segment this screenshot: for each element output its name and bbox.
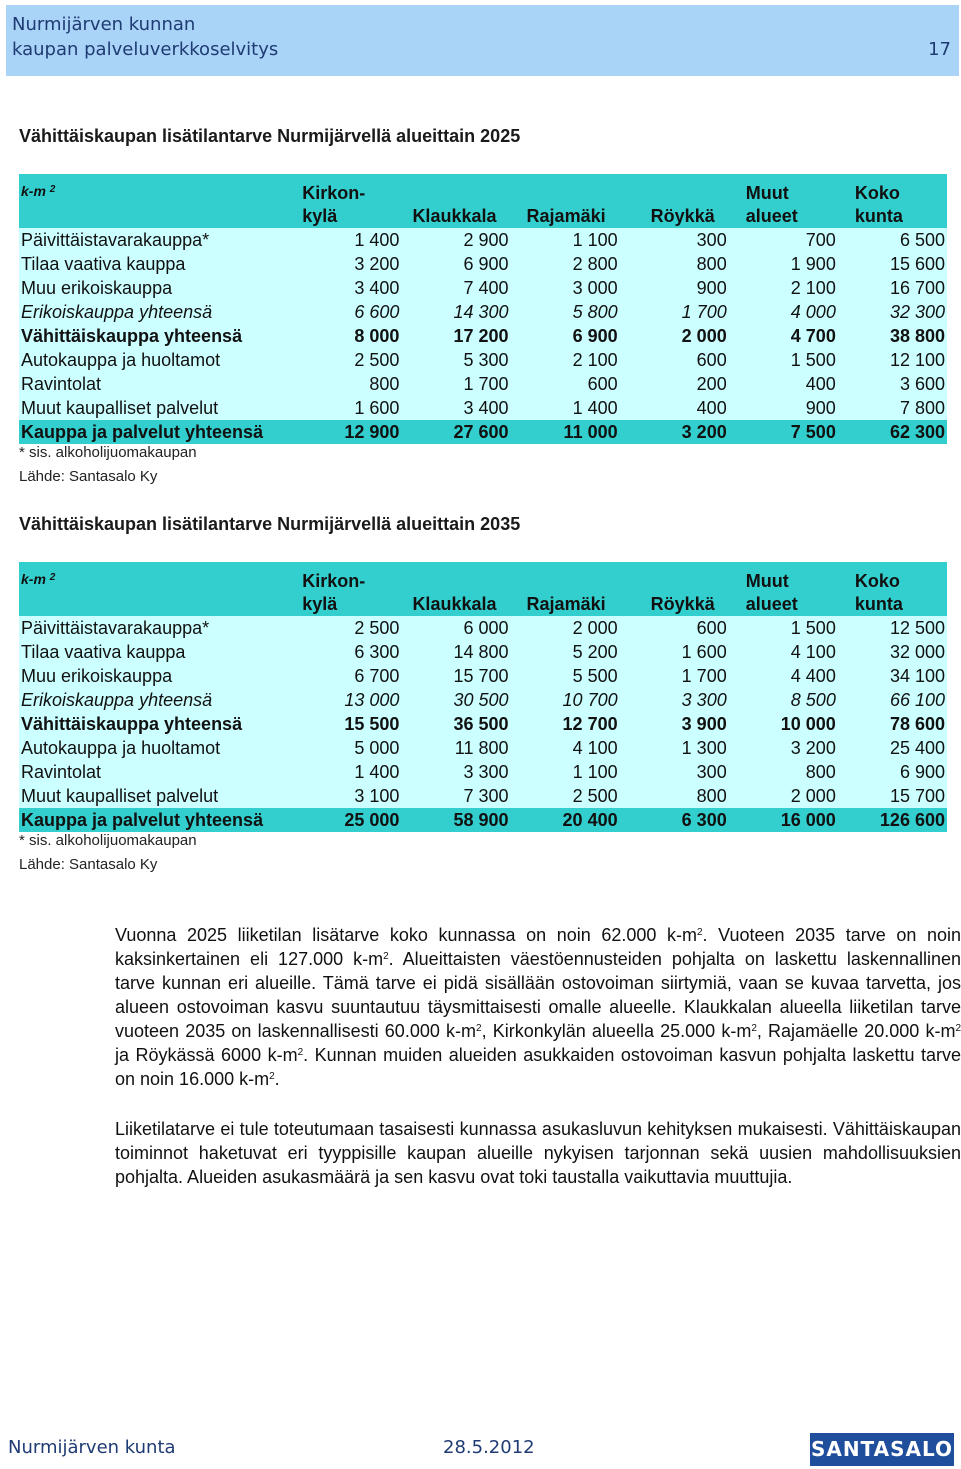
header-title-line1: Nurmijärven kunnan [12,14,196,35]
superscript: 2 [751,1023,757,1034]
table-cell: 15 500 [292,712,401,736]
column-header-line1: Muut [745,571,789,591]
table-cell: 6 500 [838,228,947,252]
row-label: Kauppa ja palvelut yhteensä [19,808,292,832]
table-row [19,712,947,736]
paragraph-text: . Alueittaisten väestöennusteiden pohjalta on laskettu laskennallinen tarve kunnan eri alueille. Tämä tarve ei pidä sisällään ostovoiman siirtymiä, vaan se kuvaa tarvetta, jos alueen ostovoiman kasvu suuntautuu täysmittaisesti omalle alueelle. Klaukkalan alueella liiketilan tarve vuoteen 2035 on laskennallisesti 60.000 k-m [115,949,961,1041]
row-label: Vähittäiskauppa yhteensä [19,712,292,736]
column-header [292,562,401,616]
superscript: 2 [269,1071,275,1082]
row-label: Muu erikoiskauppa [19,276,292,300]
table-row [19,324,947,348]
table-cell: 6 300 [292,640,401,664]
paragraph-text: . Kunnan muiden alueiden asukkaiden ostovoiman kasvun pohjalta laskettu tarve on noin 16.000 k-m [115,1045,961,1089]
superscript: 2 [955,1023,961,1034]
column-header [729,174,838,228]
column-header [620,562,729,616]
column-header-line2: alueet [745,594,798,614]
table-cell: 7 400 [401,276,510,300]
column-header-line2: Röykkä [650,594,715,614]
column-header-line1: Koko [854,183,900,203]
column-header-line1: Kirkon- [302,183,366,203]
table-cell: 2 500 [292,348,401,372]
paragraph-text: , Rajamäelle 20.000 k-m [756,1021,956,1041]
superscript: 2 [297,1047,304,1058]
table-cell: 4 000 [729,300,838,324]
column-header-line2: kunta [854,206,903,226]
table-cell: 12 100 [838,348,947,372]
table-cell: 3 200 [620,420,729,444]
table-cell: 3 100 [292,784,401,808]
paragraph-text: Vuonna 2025 liiketilan lisätarve koko kunnassa on noin 62.000 k-m [115,925,697,945]
table-cell: 5 000 [292,736,401,760]
table-cell: 10 700 [511,688,620,712]
table-cell: 4 100 [729,640,838,664]
table-cell: 2 000 [620,324,729,348]
column-header [838,562,947,616]
paragraph-text: , Kirkonkylän alueella 25.000 k-m [481,1021,752,1041]
table-cell: 15 700 [838,784,947,808]
table-cell: 32 000 [838,640,947,664]
table-cell: 6 300 [620,808,729,832]
column-header-line1: Kirkon- [302,571,366,591]
table-row [19,420,947,444]
row-label: Erikoiskauppa yhteensä [19,300,292,324]
row-label: Vähittäiskauppa yhteensä [19,324,292,348]
row-label: Tilaa vaativa kauppa [19,640,292,664]
table-cell: 1 100 [511,760,620,784]
table-cell: 6 900 [511,324,620,348]
table-cell: 11 800 [401,736,510,760]
table-cell: 800 [729,760,838,784]
table-cell: 3 600 [838,372,947,396]
column-header [511,562,620,616]
superscript: 2 [476,1023,482,1034]
table-cell: 5 500 [511,664,620,688]
table-row [19,228,947,252]
table-cell: 3 200 [729,736,838,760]
table-cell: 25 000 [292,808,401,832]
table-cell: 6 700 [292,664,401,688]
table-cell: 78 600 [838,712,947,736]
table-row [19,396,947,420]
row-label: Muut kaupalliset palvelut [19,784,292,808]
table-cell: 8 000 [292,324,401,348]
row-label: Kauppa ja palvelut yhteensä [19,420,292,444]
column-header [292,174,401,228]
row-label: Muu erikoiskauppa [19,664,292,688]
row-label: Erikoiskauppa yhteensä [19,688,292,712]
table-cell: 4 100 [511,736,620,760]
unit-label [19,174,292,228]
table-cell: 32 300 [838,300,947,324]
column-header-line1: Muut [745,183,789,203]
table-cell: 1 700 [620,664,729,688]
table-cell: 2 500 [292,616,401,640]
column-header [401,562,510,616]
table-cell: 17 200 [401,324,510,348]
column-header [729,562,838,616]
table-cell: 5 300 [401,348,510,372]
table-cell: 6 900 [838,760,947,784]
table-cell: 16 700 [838,276,947,300]
footer-date: 28.5.2012 [443,1437,535,1458]
table-row [19,736,947,760]
table-header-row [19,174,947,228]
superscript: 2 [696,927,703,938]
table-cell: 2 500 [511,784,620,808]
unit-text: k-m [21,183,46,199]
table-cell: 6 600 [292,300,401,324]
table-cell: 1 600 [620,640,729,664]
table-cell: 58 900 [401,808,510,832]
table-row [19,252,947,276]
table-cell: 15 600 [838,252,947,276]
column-header-line2: kylä [302,206,338,226]
table-cell: 12 500 [838,616,947,640]
table-cell: 3 000 [511,276,620,300]
table-cell: 2 100 [729,276,838,300]
table-cell: 3 200 [292,252,401,276]
paragraph-text: Liiketilatarve ei tule toteutumaan tasaisesti kunnassa asukasluvun kehityksen mukaisesti. Vähittäiskaupan toiminnot haketuvat eri tyyppisille kaupan alueille nykyisen tarjonnan sekä uusien mahdollisuuksien pohjalta. Alueiden asukasmäärä ja sen kasvu ovat toki taustalla vaikuttavia muuttujia. [115,1119,961,1187]
table-source: Lähde: Santasalo Ky [19,468,158,485]
column-header-line2: alueet [745,206,798,226]
table-row [19,372,947,396]
table-cell: 800 [292,372,401,396]
table-cell: 300 [620,228,729,252]
table-cell: 1 900 [729,252,838,276]
header-title-line2: kaupan palveluverkkoselvitys [12,39,279,60]
footer-organization: Nurmijärven kunta [8,1437,176,1458]
table-cell: 13 000 [292,688,401,712]
page-number: 17 [928,39,951,60]
table-row [19,276,947,300]
column-header-line2: Klaukkala [412,594,497,614]
table-cell: 1 300 [620,736,729,760]
table-cell: 11 000 [511,420,620,444]
table-row [19,688,947,712]
table-cell: 900 [620,276,729,300]
superscript: 2 [383,951,389,962]
table-cell: 1 400 [292,760,401,784]
row-label: Päivittäistavarakauppa* [19,228,292,252]
table-row [19,640,947,664]
table-cell: 20 400 [511,808,620,832]
row-label: Ravintolat [19,372,292,396]
table-cell: 600 [511,372,620,396]
table-cell: 800 [620,252,729,276]
column-header-line1: Koko [854,571,900,591]
column-header-line2: Rajamäki [526,206,606,226]
table-cell: 12 900 [292,420,401,444]
table-cell: 7 500 [729,420,838,444]
table-cell: 400 [620,396,729,420]
table-cell: 3 900 [620,712,729,736]
table-caption-2035: Vähittäiskaupan lisätilantarve Nurmijärvellä alueittain 2035 [19,514,521,534]
table-cell: 36 500 [401,712,510,736]
table-cell: 1 500 [729,348,838,372]
column-header [620,174,729,228]
table-cell: 6 900 [401,252,510,276]
table-row [19,808,947,832]
table-cell: 27 600 [401,420,510,444]
table-cell: 66 100 [838,688,947,712]
santasalo-logo: SANTASALO [810,1433,954,1466]
paragraph-text: ja Röykässä 6000 k-m [115,1045,298,1065]
table-cell: 6 000 [401,616,510,640]
table-cell: 62 300 [838,420,947,444]
column-header [511,174,620,228]
table-cell: 5 800 [511,300,620,324]
table-header-row [19,562,947,616]
unit-superscript: 2 [49,184,56,195]
table-cell: 12 700 [511,712,620,736]
table-cell: 34 100 [838,664,947,688]
table-cell: 2 100 [511,348,620,372]
table-row [19,616,947,640]
table-cell: 3 400 [401,396,510,420]
row-label: Päivittäistavarakauppa* [19,616,292,640]
table-row [19,760,947,784]
row-label: Ravintolat [19,760,292,784]
table-cell: 2 000 [729,784,838,808]
table-source: Lähde: Santasalo Ky [19,856,158,873]
table-cell: 38 800 [838,324,947,348]
table-cell: 15 700 [401,664,510,688]
table-cell: 14 300 [401,300,510,324]
column-header [838,174,947,228]
table-cell: 3 400 [292,276,401,300]
table-cell: 400 [729,372,838,396]
column-header-line2: Klaukkala [412,206,497,226]
table-cell: 7 300 [401,784,510,808]
data-table-2025 [19,174,947,444]
table-cell: 1 100 [511,228,620,252]
row-label: Autokauppa ja huoltamot [19,348,292,372]
table-cell: 2 800 [511,252,620,276]
table-row [19,784,947,808]
table-cell: 300 [620,760,729,784]
table-cell: 800 [620,784,729,808]
body-paragraph [115,1117,961,1189]
table-cell: 900 [729,396,838,420]
body-paragraph [115,923,961,1091]
table-cell: 3 300 [401,760,510,784]
table-footnote: * sis. alkoholijuomakaupan [19,832,197,849]
table-cell: 1 400 [292,228,401,252]
column-header-line2: kylä [302,594,338,614]
column-header-line2: kunta [854,594,903,614]
table-cell: 200 [620,372,729,396]
table-cell: 8 500 [729,688,838,712]
table-footnote: * sis. alkoholijuomakaupan [19,444,197,461]
table-cell: 600 [620,348,729,372]
table-cell: 7 800 [838,396,947,420]
table-cell: 30 500 [401,688,510,712]
table-cell: 2 000 [511,616,620,640]
unit-text: k-m [21,571,46,587]
column-header-line2: Röykkä [650,206,715,226]
table-cell: 1 600 [292,396,401,420]
data-table-2035 [19,562,947,832]
table-cell: 1 700 [401,372,510,396]
table-row [19,348,947,372]
table-cell: 1 400 [511,396,620,420]
table-caption-2025: Vähittäiskaupan lisätilantarve Nurmijärvellä alueittain 2025 [19,126,521,146]
table-cell: 1 700 [620,300,729,324]
table-row [19,664,947,688]
table-row [19,300,947,324]
unit-superscript: 2 [49,572,56,583]
column-header [401,174,510,228]
table-cell: 25 400 [838,736,947,760]
table-cell: 5 200 [511,640,620,664]
table-cell: 10 000 [729,712,838,736]
table-cell: 4 400 [729,664,838,688]
table-cell: 2 900 [401,228,510,252]
table-cell: 3 300 [620,688,729,712]
table-cell: 126 600 [838,808,947,832]
table-cell: 4 700 [729,324,838,348]
row-label: Tilaa vaativa kauppa [19,252,292,276]
row-label: Autokauppa ja huoltamot [19,736,292,760]
unit-label [19,562,292,616]
row-label: Muut kaupalliset palvelut [19,396,292,420]
paragraph-text: . Vuoteen 2035 tarve on noin kaksinkertainen eli 127.000 k-m [115,925,961,969]
table-cell: 14 800 [401,640,510,664]
table-cell: 16 000 [729,808,838,832]
column-header-line2: Rajamäki [526,594,606,614]
table-cell: 700 [729,228,838,252]
page-header [6,5,959,76]
table-cell: 1 500 [729,616,838,640]
paragraph-text: . [274,1069,280,1089]
table-cell: 600 [620,616,729,640]
